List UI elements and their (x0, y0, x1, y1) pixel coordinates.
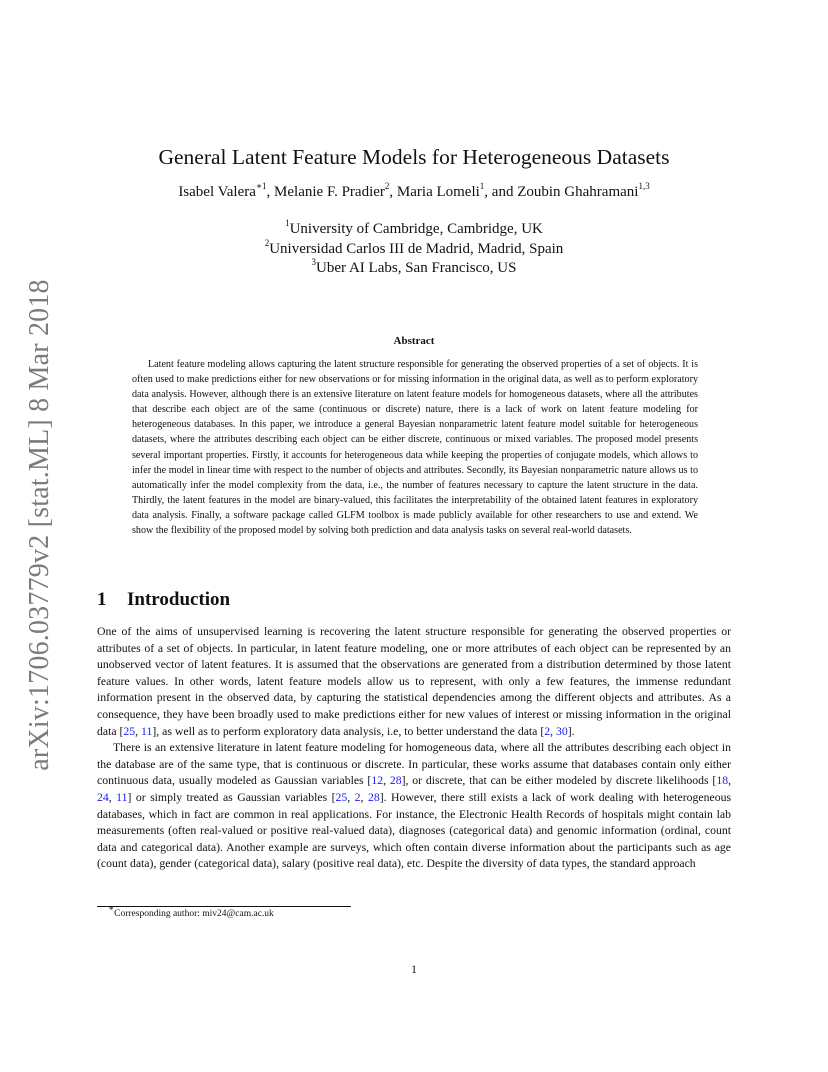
citation-link[interactable]: 11 (141, 724, 153, 738)
affiliation (0, 259, 828, 279)
citation-link[interactable]: 12 (371, 774, 384, 788)
author-name: Maria Lomeli (396, 184, 480, 200)
affiliation-mark: 2 (264, 237, 270, 248)
author-affiliation-mark: 1,3 (638, 181, 650, 191)
affiliation-list (0, 220, 828, 279)
abstract-heading: Abstract (393, 335, 435, 347)
affiliation-text: Universidad Carlos III de Madrid, Madrid, Spain (269, 240, 564, 257)
paragraph: One of the aims of unsupervised learning is recovering the latent structure responsible for generating the observed properties or attributes of a set of objects. In particular, in latent feature modeling, one or more attributes of each object can be represented by an unobserved vector of latent features. It is assumed that the observations are generated from a distribution determined by those latent feature values. In other words, latent feature models allow us to represent, with only a few features, the immense redundant information present in the observed data, by capturing the statistical dependencies among the different objects and attributes. As a consequence, they have been broadly used to make predictions either for new values of interest or missing information in the original data [25, 11], as well as to perform exploratory data analysis, i.e, to better understand the data [2, 30]. (97, 625, 731, 738)
citation-link[interactable]: 2 (544, 724, 551, 738)
citation-link[interactable]: 24 (97, 790, 109, 804)
paragraph: There is an extensive literature in latent feature modeling for homogeneous data, where all the attributes describing each object in the database are of the same type, that is continuous or discrete. In particular, these works assume that databases contain only either continuous data, usually modeled as Gaussian variables [12, 28], or discrete, that can be either modeled by discrete likelihoods [18, 24, 11] or simply treated as Gaussian variables [25, 2, 28]. However, there still exists a lack of work dealing with heterogeneous databases, which in fact are common in real applications. For instance, the Electronic Health Records of hospitals might contain lab measurements (often real-valued or positive real-valued data), diagnoses (categorical data) and genomic information (ordinal, count data and categorical data). Another example are surveys, which often contain diverse information about the participants such as age (count data), gender (categorical data), salary (positive real data), etc. Despite the diversity of data types, the standard approach (97, 741, 732, 871)
section-number: 1 (97, 589, 107, 610)
author-separator: , and (484, 184, 518, 200)
author-name: Zoubin Ghahramani (517, 184, 639, 200)
author-name: Isabel Valera (178, 184, 256, 200)
affiliation-mark: 3 (311, 257, 317, 267)
affiliation-text: University of Cambridge, Cambridge, UK (289, 221, 543, 237)
section-title: Introduction (127, 589, 231, 610)
footnote-divider (97, 906, 351, 907)
abstract-body: Latent feature modeling allows capturing the latent structure responsible for generating the observed properties of a set of objects. It is often used to make predictions either for new observations or for missing information in the original data, as well as to perform exploratory data analysis. However, although there is an extensive literature on latent feature models for homogeneous datasets, where all the attributes that describe each object are of the same (continuous or discrete) nature, there is a lack of work on latent feature modeling for heterogeneous databases. In this paper, we introduce a general Bayesian nonparametric latent feature model suitable for heterogeneous datasets, where the attributes describing each object can be either discrete, continuous or mixed variables. The proposed model presents several important properties. Firstly, it accounts for heterogeneous data while keeping the properties of conjugate models, which allows to infer the model in linear time with respect to the number of objects and attributes. Secondly, its Bayesian nonparametric nature allows us to automatically infer the model complexity from the data, i.e., the number of features necessary to capture the latent structure in the data. Thirdly, the latent features in the model are binary-valued, this facilitates the interpretability of the obtained latent features in exploratory data analysis. Finally, a software package called GLFM toolbox is made publicly available for other researchers to use and extend. We show the flexibility of the proposed model by solving both prediction and data analysis tasks on several real-world datasets. (132, 359, 698, 537)
section-heading (97, 589, 230, 611)
footnote-mark: ∗ (108, 903, 115, 913)
citation-link[interactable]: 28 (389, 774, 402, 788)
footnote (108, 903, 274, 920)
page-number: 1 (411, 962, 417, 976)
introduction-body (97, 624, 731, 873)
arxiv-identifier (20, 280, 60, 770)
affiliation-mark: 1 (285, 218, 290, 228)
citation-link[interactable]: 30 (555, 724, 568, 738)
footnote-text: Corresponding author: miv24@cam.ac.uk (114, 909, 274, 920)
author-affiliation-mark: ∗1 (255, 181, 267, 191)
author-separator: , (389, 184, 397, 200)
citation-link[interactable]: 28 (367, 790, 380, 804)
citation-link[interactable]: 25 (335, 790, 348, 804)
affiliation-text: Uber AI Labs, San Francisco, US (316, 260, 517, 276)
author-separator: , (266, 184, 275, 200)
paper-title: General Latent Feature Models for Heterogeneous Datasets (158, 145, 670, 169)
citation-link[interactable]: 11 (116, 790, 128, 804)
arxiv-stamp-text: arXiv:1706.03779v2 [stat.ML] 8 Mar 2018 (24, 279, 55, 771)
citation-link[interactable]: 18 (716, 774, 729, 788)
affiliation (0, 220, 828, 240)
citation-link[interactable]: 2 (354, 790, 361, 804)
author-affiliation-mark: 2 (384, 181, 390, 191)
author-affiliation-mark: 1 (479, 181, 485, 191)
affiliation (0, 237, 828, 260)
author-name: Melanie F. Pradier (274, 184, 385, 200)
author-list (0, 181, 828, 201)
citation-link[interactable]: 25 (123, 724, 136, 738)
